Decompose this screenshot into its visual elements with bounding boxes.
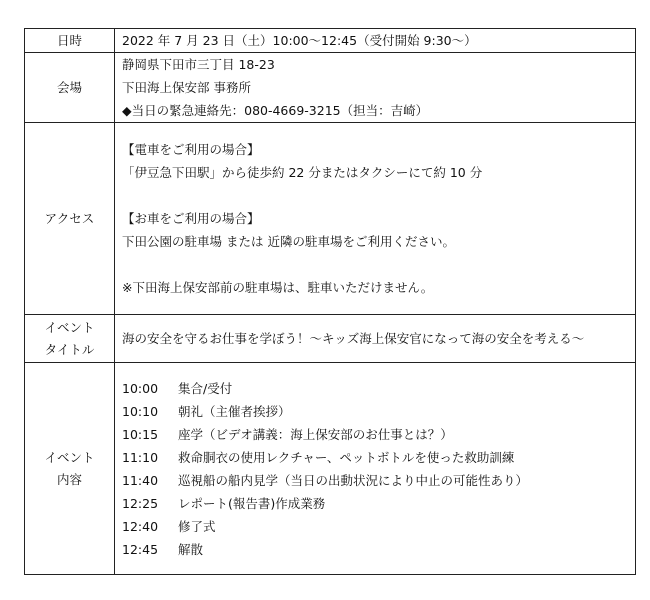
- schedule-list: [115, 363, 636, 575]
- schedule-item: 12:45 解散: [122, 541, 204, 557]
- datetime-row: [25, 29, 636, 53]
- schedule-item: 12:25 レポート(報告書)作成業務: [122, 495, 326, 511]
- event-title-label: イベント タイトル: [25, 315, 115, 363]
- car-heading: 【お車をご利用の場合】: [122, 211, 260, 226]
- event-content-label: イベント 内容: [25, 363, 115, 575]
- datetime-value: 2022 年 7 月 23 日（土）10:00～12:45（受付開始 9:30～）: [115, 29, 636, 53]
- schedule-item: 11:10 救命胴衣の使用レクチャー、ペットボトルを使った救助訓練: [122, 449, 515, 465]
- event-content-row: [25, 363, 636, 575]
- venue-office: 下田海上保安部 事務所: [122, 80, 251, 95]
- venue-address: 静岡県下田市三丁目 18-23: [122, 57, 275, 72]
- datetime-label: 日時: [25, 29, 115, 53]
- venue-row: [25, 53, 636, 123]
- emergency-contact: ◆当日の緊急連絡先：080-4669-3215（担当：吉崎）: [122, 103, 429, 118]
- access-label: アクセス: [25, 123, 115, 315]
- event-title-row: [25, 315, 636, 363]
- train-text: 「伊豆急下田駅」から徒歩約 22 分またはタクシーにて約 10 分: [122, 165, 483, 180]
- schedule-item: 11:40 巡視船の船内見学（当日の出動状況により中止の可能性あり）: [122, 472, 529, 488]
- train-heading: 【電車をご利用の場合】: [122, 142, 260, 157]
- schedule-item: 10:10 朝礼（主催者挨拶）: [122, 403, 291, 419]
- venue-value: [115, 53, 636, 123]
- access-row: [25, 123, 636, 315]
- event-title-value: 海の安全を守るお仕事を学ぼう！～キッズ海上保安官になって海の安全を考える～: [115, 315, 636, 363]
- parking-note: ※下田海上保安部前の駐車場は、駐車いただけません。: [122, 280, 434, 295]
- schedule-item: 10:15 座学（ビデオ講義：海上保安部のお仕事とは？）: [122, 426, 453, 442]
- car-text: 下田公園の駐車場 または 近隣の駐車場をご利用ください。: [122, 234, 455, 249]
- event-info-table: [24, 28, 636, 575]
- access-value: [115, 123, 636, 315]
- schedule-item: 12:40 修了式: [122, 518, 216, 534]
- schedule-item: 10:00 集合/受付: [122, 380, 233, 396]
- venue-label: 会場: [25, 53, 115, 123]
